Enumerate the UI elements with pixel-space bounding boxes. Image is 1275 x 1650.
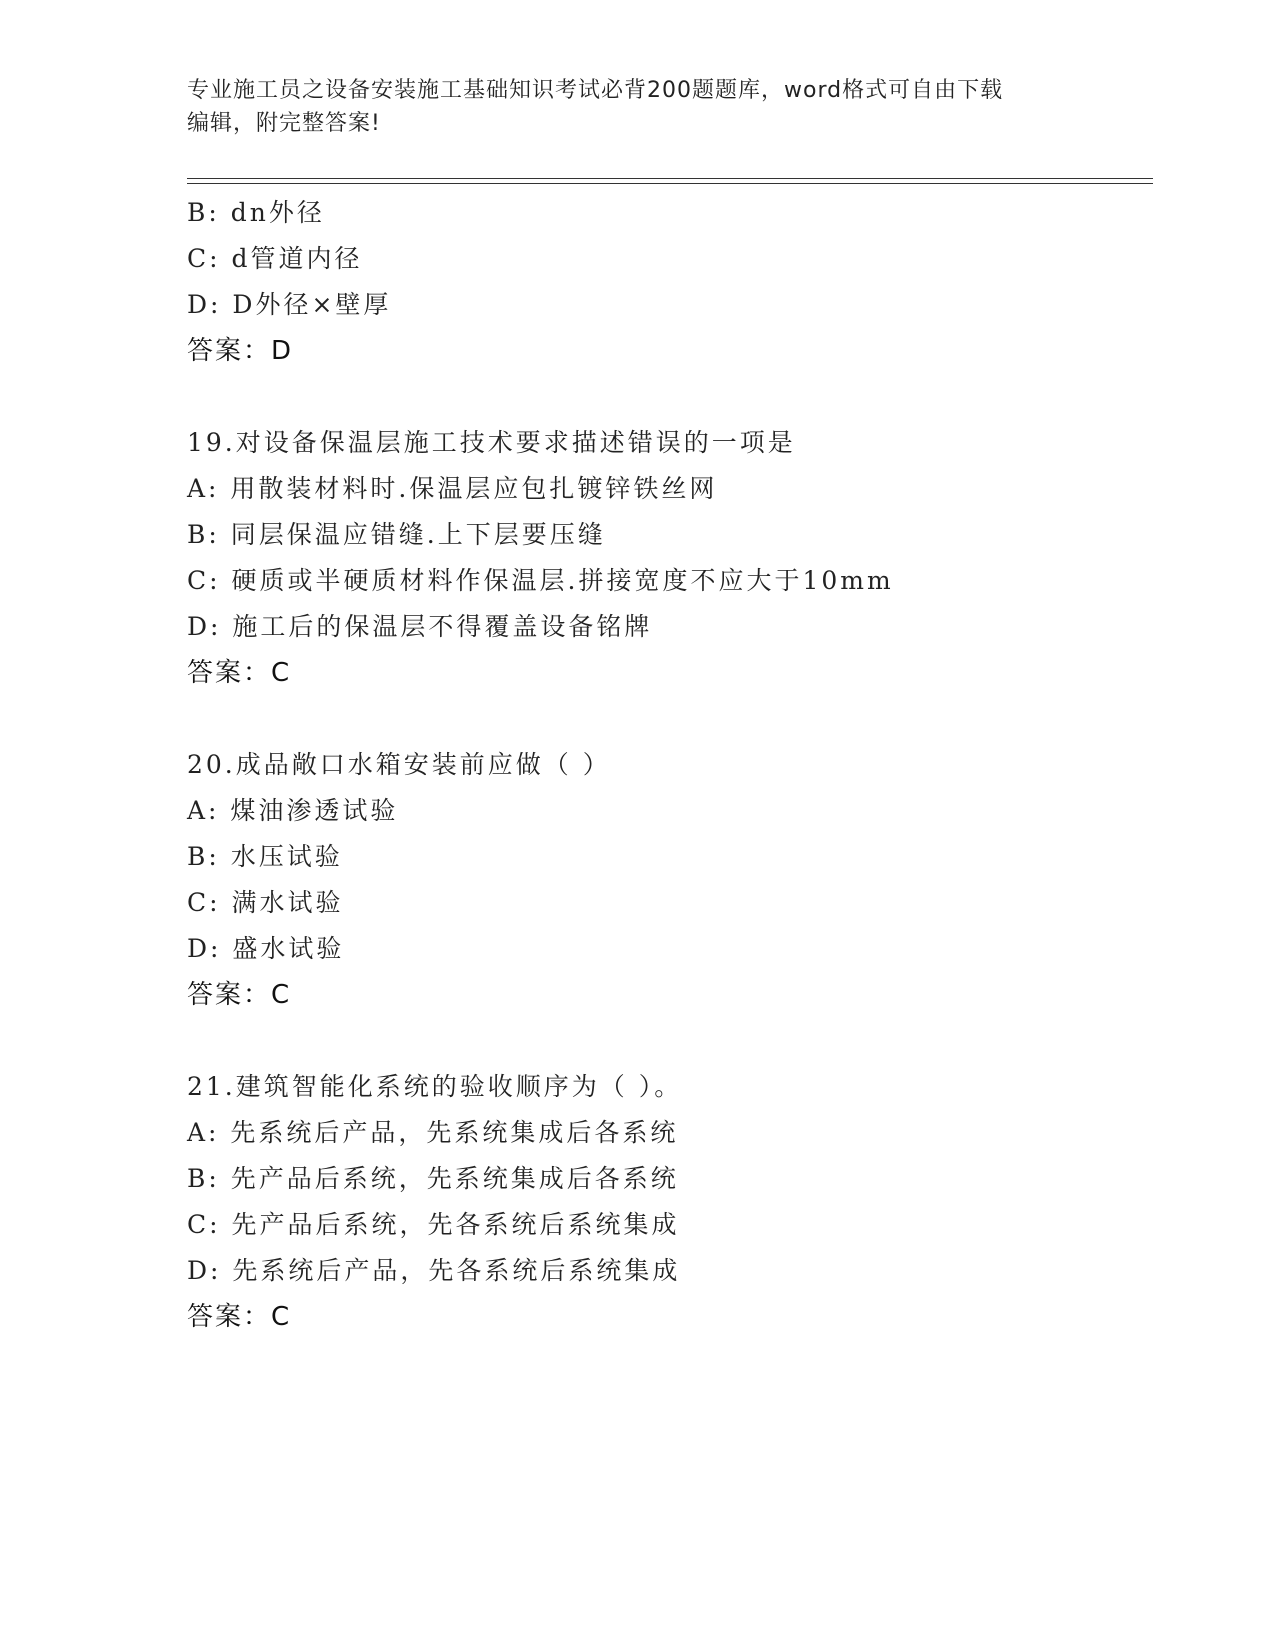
option-a: A: 用散装材料时.保温层应包扎镀锌铁丝网 [187, 474, 718, 503]
spacer [187, 1018, 1147, 1064]
question-stem: 21.建筑智能化系统的验收顺序为（ ）。 [187, 1072, 683, 1101]
question-18-continued [187, 190, 1147, 374]
question-20 [187, 742, 1147, 1018]
answer-line: 答案：D [187, 336, 294, 366]
question-21 [187, 1064, 1147, 1340]
option-c: C: 先产品后系统，先各系统后系统集成 [187, 1210, 680, 1239]
option-b: B: 先产品后系统，先系统集成后各系统 [187, 1164, 679, 1193]
document-header [187, 74, 1067, 140]
option-c: C: d管道内径 [187, 244, 363, 273]
question-stem: 20.成品敞口水箱安装前应做（ ） [187, 750, 611, 779]
option-d: D: D外径×壁厚 [187, 290, 392, 319]
option-c: C: 满水试验 [187, 888, 344, 917]
option-d: D: 盛水试验 [187, 934, 345, 963]
header-divider-top [187, 178, 1153, 179]
option-d: D: 先系统后产品，先各系统后系统集成 [187, 1256, 681, 1285]
answer-line: 答案：C [187, 1302, 292, 1332]
answer-line: 答案：C [187, 658, 292, 688]
option-d: D: 施工后的保温层不得覆盖设备铭牌 [187, 612, 653, 641]
header-divider-bottom [187, 183, 1153, 184]
option-c: C: 硬质或半硬质材料作保温层.拼接宽度不应大于10mm [187, 566, 894, 595]
header-title-line-1: 专业施工员之设备安装施工基础知识考试必背200题题库，word格式可自由下载 [187, 78, 1004, 103]
option-b: B: dn外径 [187, 198, 325, 227]
option-a: A: 先系统后产品，先系统集成后各系统 [187, 1118, 679, 1147]
question-19 [187, 420, 1147, 696]
option-b: B: 水压试验 [187, 842, 343, 871]
option-b: B: 同层保温应错缝.上下层要压缝 [187, 520, 606, 549]
option-a: A: 煤油渗透试验 [187, 796, 399, 825]
header-title-line-2: 编辑，附完整答案! [187, 111, 381, 136]
question-stem: 19.对设备保温层施工技术要求描述错误的一项是 [187, 428, 796, 457]
answer-line: 答案：C [187, 980, 292, 1010]
spacer [187, 374, 1147, 420]
question-list [187, 190, 1147, 1340]
spacer [187, 696, 1147, 742]
